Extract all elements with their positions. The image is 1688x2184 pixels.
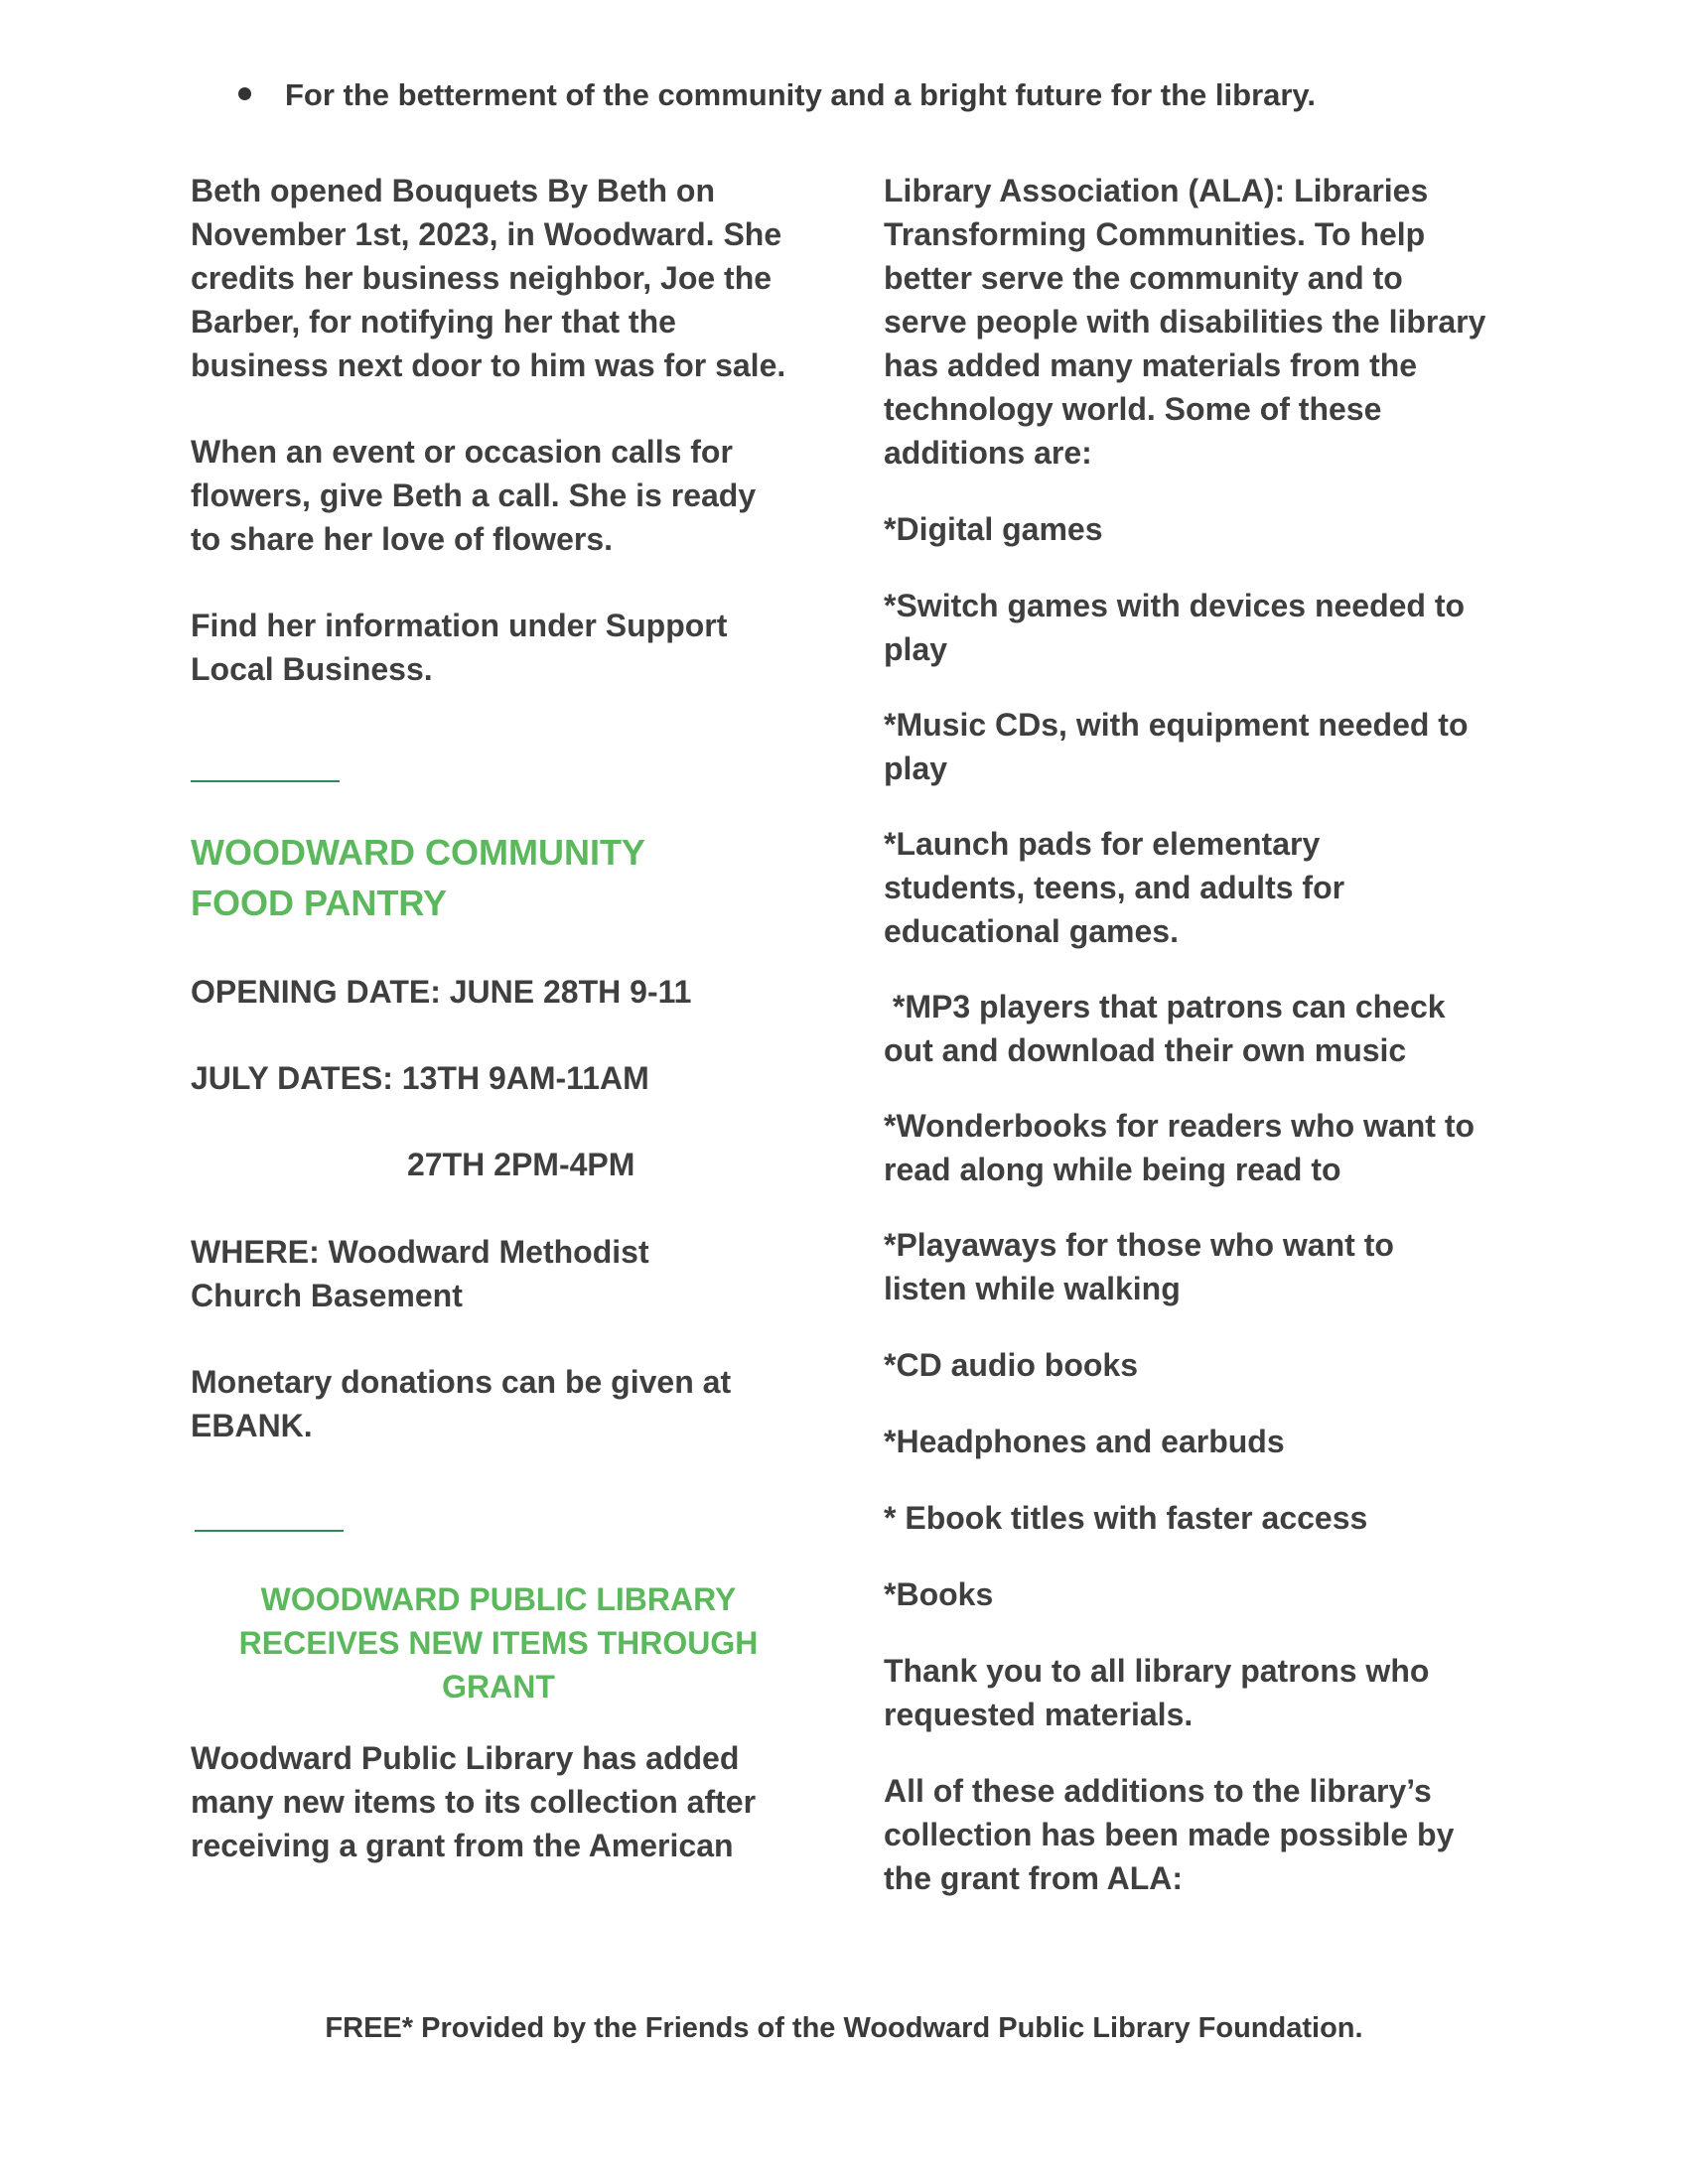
right-column xyxy=(884,169,1519,1900)
additions-list xyxy=(884,507,1519,1616)
list-item: *Music CDs, with equipment needed to play xyxy=(884,707,1469,786)
opening-date: OPENING DATE: JUNE 28TH 9-11 xyxy=(191,974,692,1010)
beth-paragraph-1: Beth opened Bouquets By Beth on November 1st, 2023, in Woodward. She credits her business neighbor, Joe the Barber, for notifying her that the business next door to him was for sale. xyxy=(191,173,786,383)
bullet-icon xyxy=(238,87,251,100)
section-divider xyxy=(195,1530,344,1532)
footer-credit: FREE* Provided by the Friends of the Woodward Public Library Foundation. xyxy=(325,2012,1363,2044)
left-column xyxy=(191,169,826,1867)
library-grant-paragraph: Woodward Public Library has added many new items to its collection after receiving a grant from the American xyxy=(191,1740,757,1863)
closing-paragraph: All of these additions to the library’s collection has been made possible by the grant from ALA: xyxy=(884,1773,1455,1896)
beth-paragraph-3: Find her information under Support Local Business. xyxy=(191,608,728,687)
list-item: *MP3 players that patrons can check out and download their own music xyxy=(884,989,1455,1068)
food-pantry-heading-line-1: WOODWARD COMMUNITY xyxy=(191,832,645,873)
library-grant-heading xyxy=(191,1577,806,1708)
food-pantry-heading-line-2: FOOD PANTRY xyxy=(191,883,447,923)
food-pantry-heading xyxy=(191,827,826,928)
where-line-2: Church Basement xyxy=(191,1278,463,1313)
list-item: *Wonderbooks for readers who want to read along while being read to xyxy=(884,1108,1476,1187)
library-heading-line-3: GRANT xyxy=(442,1669,555,1705)
section-divider xyxy=(191,780,340,782)
list-item: * Ebook titles with faster access xyxy=(884,1500,1368,1536)
list-item: *Books xyxy=(884,1576,994,1612)
list-item: *Playaways for those who want to listen while walking xyxy=(884,1227,1394,1306)
list-item: *Launch pads for elementary students, teens, and adults for educational games. xyxy=(884,826,1345,949)
july-dates: JULY DATES: 13TH 9AM-11AM xyxy=(191,1060,649,1096)
donations-text: Monetary donations can be given at EBANK. xyxy=(191,1364,732,1443)
list-item: *Switch games with devices needed to play xyxy=(884,588,1466,667)
library-heading-line-2: RECEIVES NEW ITEMS THROUGH xyxy=(238,1625,759,1661)
list-item: *Digital games xyxy=(884,511,1103,547)
ala-intro-paragraph: Library Association (ALA): Libraries Transforming Communities. To help better serve the community and to serve people with disabilities the library has added many materials from the technology world. Some of these additions are: xyxy=(884,173,1486,471)
list-item: *Headphones and earbuds xyxy=(884,1424,1285,1459)
library-heading-line-1: WOODWARD PUBLIC LIBRARY xyxy=(260,1581,737,1617)
thanks-paragraph: Thank you to all library patrons who requested materials. xyxy=(884,1653,1430,1732)
list-item: *CD audio books xyxy=(884,1347,1139,1383)
beth-paragraph-2: When an event or occasion calls for flowers, give Beth a call. She is ready to share her love of flowers. xyxy=(191,434,757,557)
july-dates-second: 27TH 2PM-4PM xyxy=(407,1147,635,1182)
top-bullet-item xyxy=(238,77,1316,113)
where-line-1: WHERE: Woodward Methodist xyxy=(191,1234,649,1270)
top-bullet-text: For the betterment of the community and a bright future for the library. xyxy=(285,77,1316,112)
